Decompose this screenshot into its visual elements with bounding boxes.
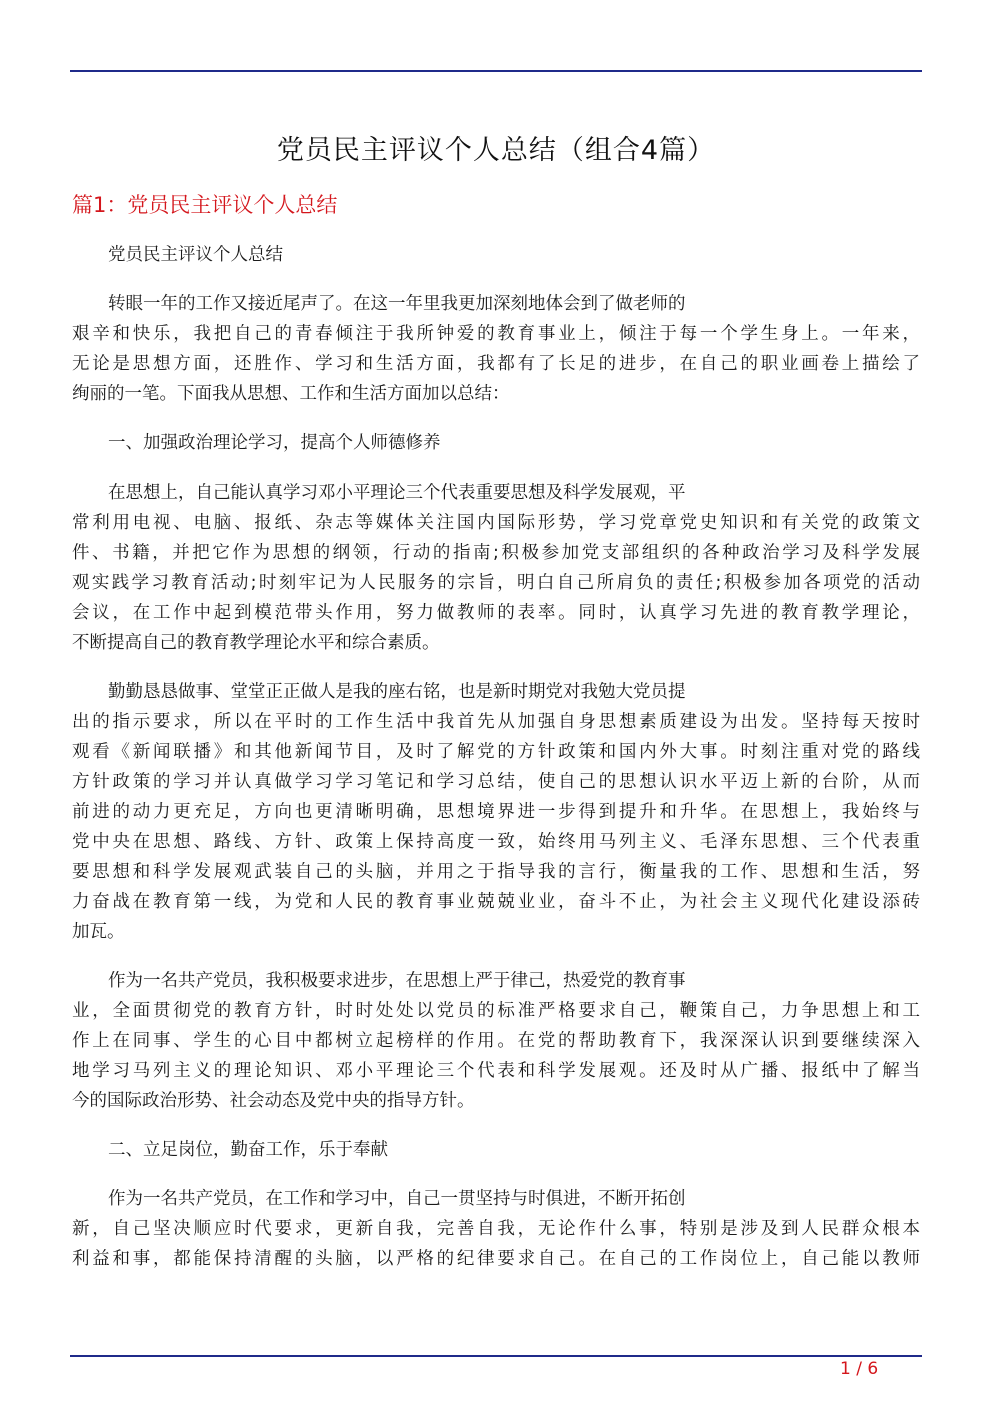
- page-number: 1 / 6: [840, 1359, 879, 1379]
- paragraph-line: 前进的动力更充足，方向也更清晰明确，思想境界进一步得到提升和升华。在思想上，我始终与: [72, 802, 920, 822]
- paragraph-line: 出的指示要求，所以在平时的工作生活中我首先从加强自身思想素质建设为出发。坚持每天按时: [72, 712, 920, 732]
- paragraph-line: 利益和事，都能保持清醒的头脑，以严格的纪律要求自己。在自己的工作岗位上，自己能以教师: [72, 1249, 920, 1269]
- paragraph-line: 党中央在思想、路线、方针、政策上保持高度一致，始终用马列主义、毛泽东思想、三个代表重: [72, 832, 920, 852]
- paragraph-line: 艰辛和快乐，我把自己的青春倾注于我所钟爱的教育事业上，倾注于每一个学生身上。一年来，: [72, 324, 920, 344]
- paragraph-line: 新，自己坚决顺应时代要求，更新自我，完善自我，无论作什么事，特别是涉及到人民群众根本: [72, 1219, 920, 1239]
- paragraph-line: 作上在同事、学生的心目中都树立起榜样的作用。在党的帮助教育下，我深深认识到要继续深入: [72, 1031, 920, 1051]
- paragraph-line: 作为一名共产党员，我积极要求进步，在思想上严于律己，热爱党的教育事: [108, 971, 686, 991]
- section-heading: 篇1：党员民主评议个人总结: [72, 193, 338, 217]
- paragraph-line: 会议，在工作中起到模范带头作用，努力做教师的表率。同时，认真学习先进的教育教学理论，: [72, 603, 920, 623]
- paragraph-line: 绚丽的一笔。下面我从思想、工作和生活方面加以总结：: [72, 384, 510, 404]
- paragraph-line: 不断提高自己的教育教学理论水平和综合素质。: [72, 633, 440, 653]
- paragraph-line: 观看《新闻联播》和其他新闻节目，及时了解党的方针政策和国内外大事。时刻注重对党的路线: [72, 742, 920, 762]
- paragraph-line: 加瓦。: [72, 922, 125, 942]
- footer-rule: [70, 1355, 922, 1357]
- paragraph-line: 转眼一年的工作又接近尾声了。在这一年里我更加深刻地体会到了做老师的: [108, 294, 686, 314]
- paragraph-line: 党员民主评议个人总结: [108, 245, 283, 265]
- subheading-line: 一、加强政治理论学习，提高个人师德修养: [108, 433, 441, 453]
- paragraph-line: 作为一名共产党员，在工作和学习中，自己一贯坚持与时俱进，不断开拓创: [108, 1189, 686, 1209]
- paragraph-line: 在思想上，自己能认真学习邓小平理论三个代表重要思想及科学发展观，平: [108, 483, 686, 503]
- document-title: 党员民主评议个人总结（组合4篇）: [276, 135, 716, 166]
- paragraph-line: 观实践学习教育活动;时刻牢记为人民服务的宗旨，明白自己所肩负的责任;积极参加各项党的活动: [72, 573, 920, 593]
- paragraph-line: 今的国际政治形势、社会动态及党中央的指导方针。: [72, 1091, 475, 1111]
- header-rule: [70, 70, 922, 72]
- paragraph-line: 业，全面贯彻党的教育方针，时时处处以党员的标准严格要求自己，鞭策自己，力争思想上和工: [72, 1001, 920, 1021]
- paragraph-line: 常利用电视、电脑、报纸、杂志等媒体关注国内国际形势，学习党章党史知识和有关党的政策文: [72, 513, 920, 533]
- paragraph-line: 无论是思想方面，还胜作、学习和生活方面，我都有了长足的进步，在自己的职业画卷上描绘了: [72, 354, 920, 374]
- subheading-line: 二、立足岗位，勤奋工作，乐于奉献: [108, 1140, 388, 1160]
- paragraph-line: 件、书籍，并把它作为思想的纲领，行动的指南;积极参加党支部组织的各种政治学习及科学发展: [72, 543, 920, 563]
- paragraph-line: 方针政策的学习并认真做学习学习笔记和学习总结，使自己的思想认识水平迈上新的台阶，从而: [72, 772, 920, 792]
- paragraph-line: 要思想和科学发展观武装自己的头脑，并用之于指导我的言行，衡量我的工作、思想和生活，努: [72, 862, 920, 882]
- paragraph-line: 勤勤恳恳做事、堂堂正正做人是我的座右铭，也是新时期党对我勉大党员提: [108, 682, 686, 702]
- paragraph-line: 力奋战在教育第一线，为党和人民的教育事业兢兢业业，奋斗不止，为社会主义现代化建设添砖: [72, 892, 920, 912]
- paragraph-line: 地学习马列主义的理论知识、邓小平理论三个代表和科学发展观。还及时从广播、报纸中了解当: [72, 1061, 920, 1081]
